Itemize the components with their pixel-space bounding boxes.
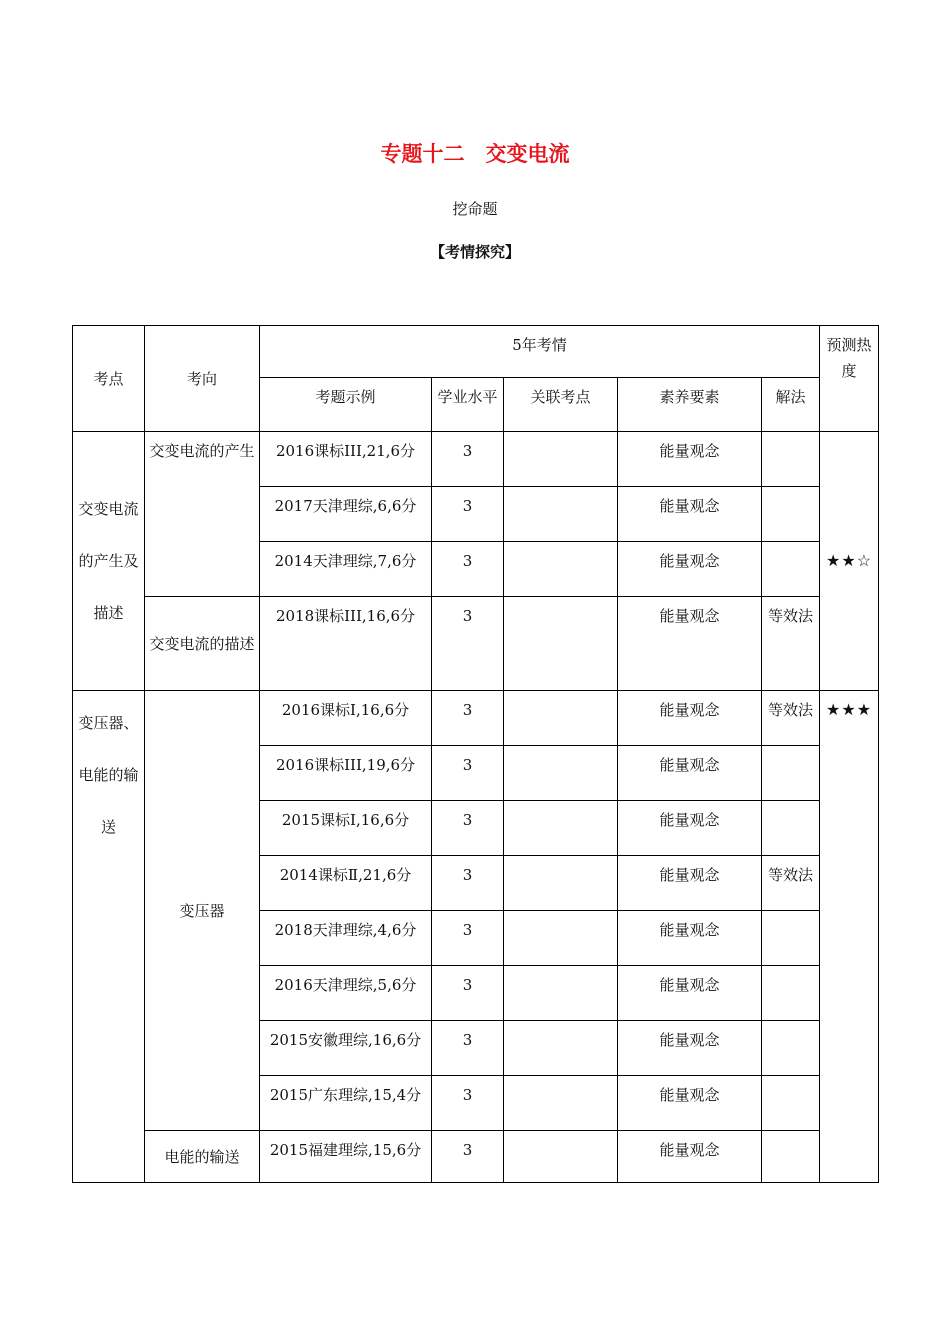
heat-stars: ★★★ (820, 691, 879, 1183)
method-cell (762, 911, 820, 966)
literacy-cell: 能量观念 (618, 691, 762, 746)
kaoxiang-cell: 变压器 (145, 691, 260, 1131)
method-cell: 等效法 (762, 691, 820, 746)
method-cell (762, 1131, 820, 1183)
literacy-cell: 能量观念 (618, 1131, 762, 1183)
example-cell: 2016课标III,21,6分 (260, 432, 432, 487)
header-level: 学业水平 (432, 378, 504, 432)
method-cell: 等效法 (762, 856, 820, 911)
method-cell (762, 432, 820, 487)
method-cell (762, 1076, 820, 1131)
method-cell (762, 746, 820, 801)
kaoxiang-cell: 交变电流的描述 (145, 597, 260, 691)
literacy-cell: 能量观念 (618, 966, 762, 1021)
example-cell: 2015广东理综,15,4分 (260, 1076, 432, 1131)
method-cell (762, 966, 820, 1021)
literacy-cell: 能量观念 (618, 746, 762, 801)
subtitle: 挖命题 (452, 200, 498, 218)
header-five-year: 5年考情 (260, 326, 820, 378)
related-cell (504, 487, 618, 542)
header-literacy: 素养要素 (618, 378, 762, 432)
kaodian-cell: 交变电流的产生及描述 (73, 432, 145, 691)
related-cell (504, 1076, 618, 1131)
related-cell (504, 542, 618, 597)
page-title: 专题十二 交变电流 (380, 142, 570, 166)
table-row (73, 1131, 879, 1183)
level-cell: 3 (432, 1076, 504, 1131)
literacy-cell: 能量观念 (618, 1076, 762, 1131)
method-cell: 等效法 (762, 597, 820, 691)
header-example: 考题示例 (260, 378, 432, 432)
literacy-cell: 能量观念 (618, 597, 762, 691)
method-cell (762, 542, 820, 597)
header-method: 解法 (762, 378, 820, 432)
example-cell: 2016天津理综,5,6分 (260, 966, 432, 1021)
related-cell (504, 746, 618, 801)
level-cell: 3 (432, 801, 504, 856)
literacy-cell: 能量观念 (618, 542, 762, 597)
example-cell: 2014课标Ⅱ,21,6分 (260, 856, 432, 911)
method-cell (762, 1021, 820, 1076)
level-cell: 3 (432, 691, 504, 746)
related-cell (504, 966, 618, 1021)
level-cell: 3 (432, 597, 504, 691)
related-cell (504, 911, 618, 966)
exam-analysis-table (72, 325, 879, 1183)
level-cell: 3 (432, 911, 504, 966)
level-cell: 3 (432, 746, 504, 801)
example-cell: 2014天津理综,7,6分 (260, 542, 432, 597)
related-cell (504, 856, 618, 911)
level-cell: 3 (432, 1021, 504, 1076)
section-heading: 【考情探究】 (429, 243, 520, 261)
example-cell: 2016课标Ⅰ,16,6分 (260, 691, 432, 746)
kaoxiang-cell: 交变电流的产生 (145, 432, 260, 597)
example-cell: 2018天津理综,4,6分 (260, 911, 432, 966)
literacy-cell: 能量观念 (618, 432, 762, 487)
related-cell (504, 691, 618, 746)
header-kaodian: 考点 (73, 326, 145, 432)
example-cell: 2016课标III,19,6分 (260, 746, 432, 801)
related-cell (504, 801, 618, 856)
literacy-cell: 能量观念 (618, 856, 762, 911)
example-cell: 2015安徽理综,16,6分 (260, 1021, 432, 1076)
related-cell (504, 1021, 618, 1076)
example-cell: 2018课标III,16,6分 (260, 597, 432, 691)
related-cell (504, 432, 618, 487)
header-kaoxiang: 考向 (145, 326, 260, 432)
header-related: 关联考点 (504, 378, 618, 432)
literacy-cell: 能量观念 (618, 801, 762, 856)
example-cell: 2015课标Ⅰ,16,6分 (260, 801, 432, 856)
table-row (73, 432, 879, 487)
level-cell: 3 (432, 1131, 504, 1183)
method-cell (762, 801, 820, 856)
method-cell (762, 487, 820, 542)
example-cell: 2015福建理综,15,6分 (260, 1131, 432, 1183)
level-cell: 3 (432, 432, 504, 487)
example-cell: 2017天津理综,6,6分 (260, 487, 432, 542)
literacy-cell: 能量观念 (618, 487, 762, 542)
level-cell: 3 (432, 542, 504, 597)
level-cell: 3 (432, 966, 504, 1021)
literacy-cell: 能量观念 (618, 911, 762, 966)
table-row (73, 597, 879, 691)
literacy-cell: 能量观念 (618, 1021, 762, 1076)
header-heat: 预测热度 (820, 326, 879, 432)
related-cell (504, 1131, 618, 1183)
level-cell: 3 (432, 487, 504, 542)
heat-stars: ★★☆ (820, 432, 879, 691)
table-row (73, 691, 879, 746)
kaoxiang-cell: 电能的输送 (145, 1131, 260, 1183)
related-cell (504, 597, 618, 691)
level-cell: 3 (432, 856, 504, 911)
kaodian-cell: 变压器、电能的输送 (73, 691, 145, 1183)
